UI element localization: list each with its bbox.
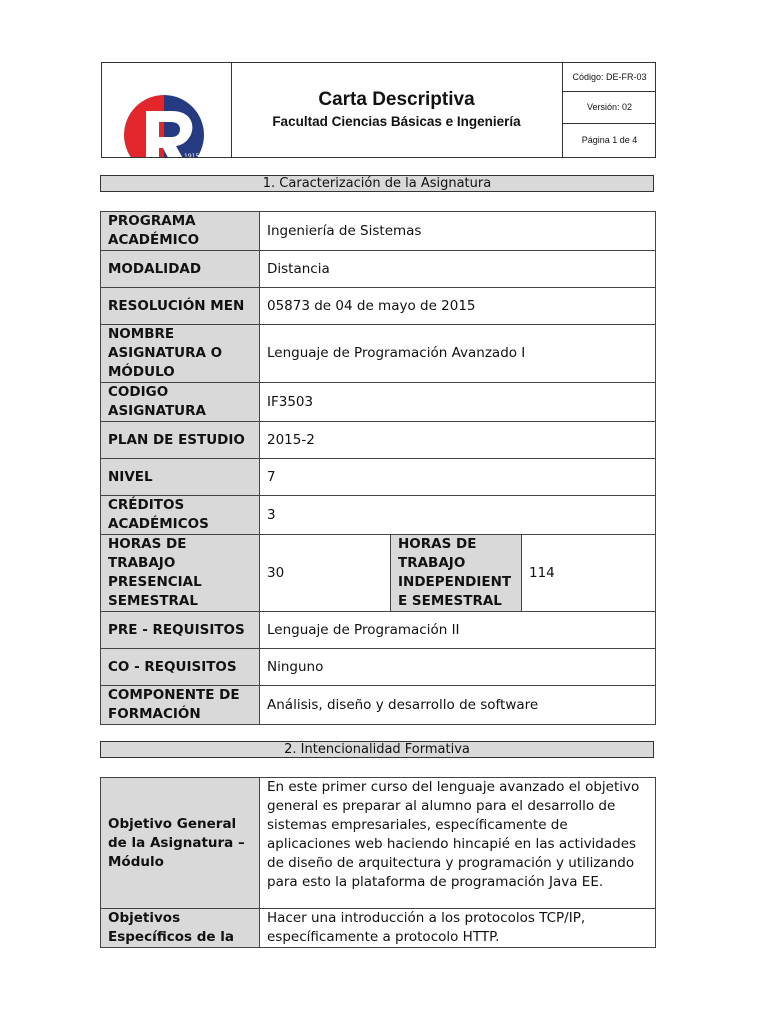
logo-cell <box>102 63 232 157</box>
section-heading: 2. Intencionalidad Formativa <box>100 741 654 758</box>
field-value: 114 <box>522 535 656 612</box>
document-header <box>101 62 656 158</box>
field-value: En este primer curso del lenguaje avanzado el objetivo general es preparar al alumno para el desarrollo de sistemas empresariales, específicamente de aplicaciones web haciendo hincapié en las actividades de diseño de arquitectura y programación y utilizando para esto la plataforma de programación Java EE. <box>260 778 656 909</box>
field-value: 05873 de 04 de mayo de 2015 <box>260 288 656 325</box>
field-label: HORAS DE TRABAJO PRESENCIAL SEMESTRAL <box>101 535 260 612</box>
field-label: CRÉDITOS ACADÉMICOS <box>101 496 260 535</box>
field-value: Lenguaje de Programación II <box>260 612 656 649</box>
table-row <box>101 325 656 383</box>
field-label: NIVEL <box>101 459 260 496</box>
title-cell <box>231 63 563 157</box>
logo-year: 1915 <box>184 153 200 157</box>
field-value: 3 <box>260 496 656 535</box>
field-value: 30 <box>260 535 391 612</box>
table-row <box>101 778 656 909</box>
field-label: HORAS DE TRABAJO INDEPENDIENT E SEMESTRAL <box>391 535 522 612</box>
field-value: 2015-2 <box>260 422 656 459</box>
field-label: Objetivo General de la Asignatura – Módulo <box>101 778 260 909</box>
table-row <box>101 288 656 325</box>
field-label: PROGRAMA ACADÉMICO <box>101 212 260 251</box>
field-label: Objetivos Específicos de la <box>101 909 260 948</box>
table-row <box>101 612 656 649</box>
field-value: Análisis, diseño y desarrollo de software <box>260 686 656 725</box>
field-label: MODALIDAD <box>101 251 260 288</box>
table-row <box>101 212 656 251</box>
table-row <box>101 496 656 535</box>
intencionalidad-table <box>100 777 656 948</box>
table-row <box>101 909 656 948</box>
page-number: Página 1 de 4 <box>581 135 638 145</box>
caracterizacion-table <box>100 211 656 725</box>
field-label: CODIGO ASIGNATURA <box>101 383 260 422</box>
field-label: PRE - REQUISITOS <box>101 612 260 649</box>
codigo-label: Código: DE-FR-03 <box>563 63 656 92</box>
university-logo <box>102 63 231 157</box>
table-row <box>101 649 656 686</box>
field-value: Ninguno <box>260 649 656 686</box>
field-label: NOMBRE ASIGNATURA O MÓDULO <box>101 325 260 383</box>
field-label: COMPONENTE DE FORMACIÓN <box>101 686 260 725</box>
table-row <box>101 459 656 496</box>
table-row <box>101 422 656 459</box>
field-value: Lenguaje de Programación Avanzado I <box>260 325 656 383</box>
field-label: RESOLUCIÓN MEN <box>101 288 260 325</box>
section-heading: 1. Caracterización de la Asignatura <box>100 175 654 192</box>
table-row <box>101 251 656 288</box>
field-value: IF3503 <box>260 383 656 422</box>
document-subtitle: Facultad Ciencias Básicas e Ingeniería <box>272 114 521 129</box>
table-row <box>101 686 656 725</box>
field-value: Ingeniería de Sistemas <box>260 212 656 251</box>
field-value: Distancia <box>260 251 656 288</box>
table-row <box>101 383 656 422</box>
table-row <box>101 535 656 612</box>
document-title: Carta Descriptiva <box>318 89 475 110</box>
field-value: 7 <box>260 459 656 496</box>
field-label: PLAN DE ESTUDIO <box>101 422 260 459</box>
field-label: CO - REQUISITOS <box>101 649 260 686</box>
version-label: Versión: 02 <box>563 91 656 124</box>
field-value: Hacer una introducción a los protocolos TCP/IP, específicamente a protocolo HTTP. <box>260 909 656 948</box>
